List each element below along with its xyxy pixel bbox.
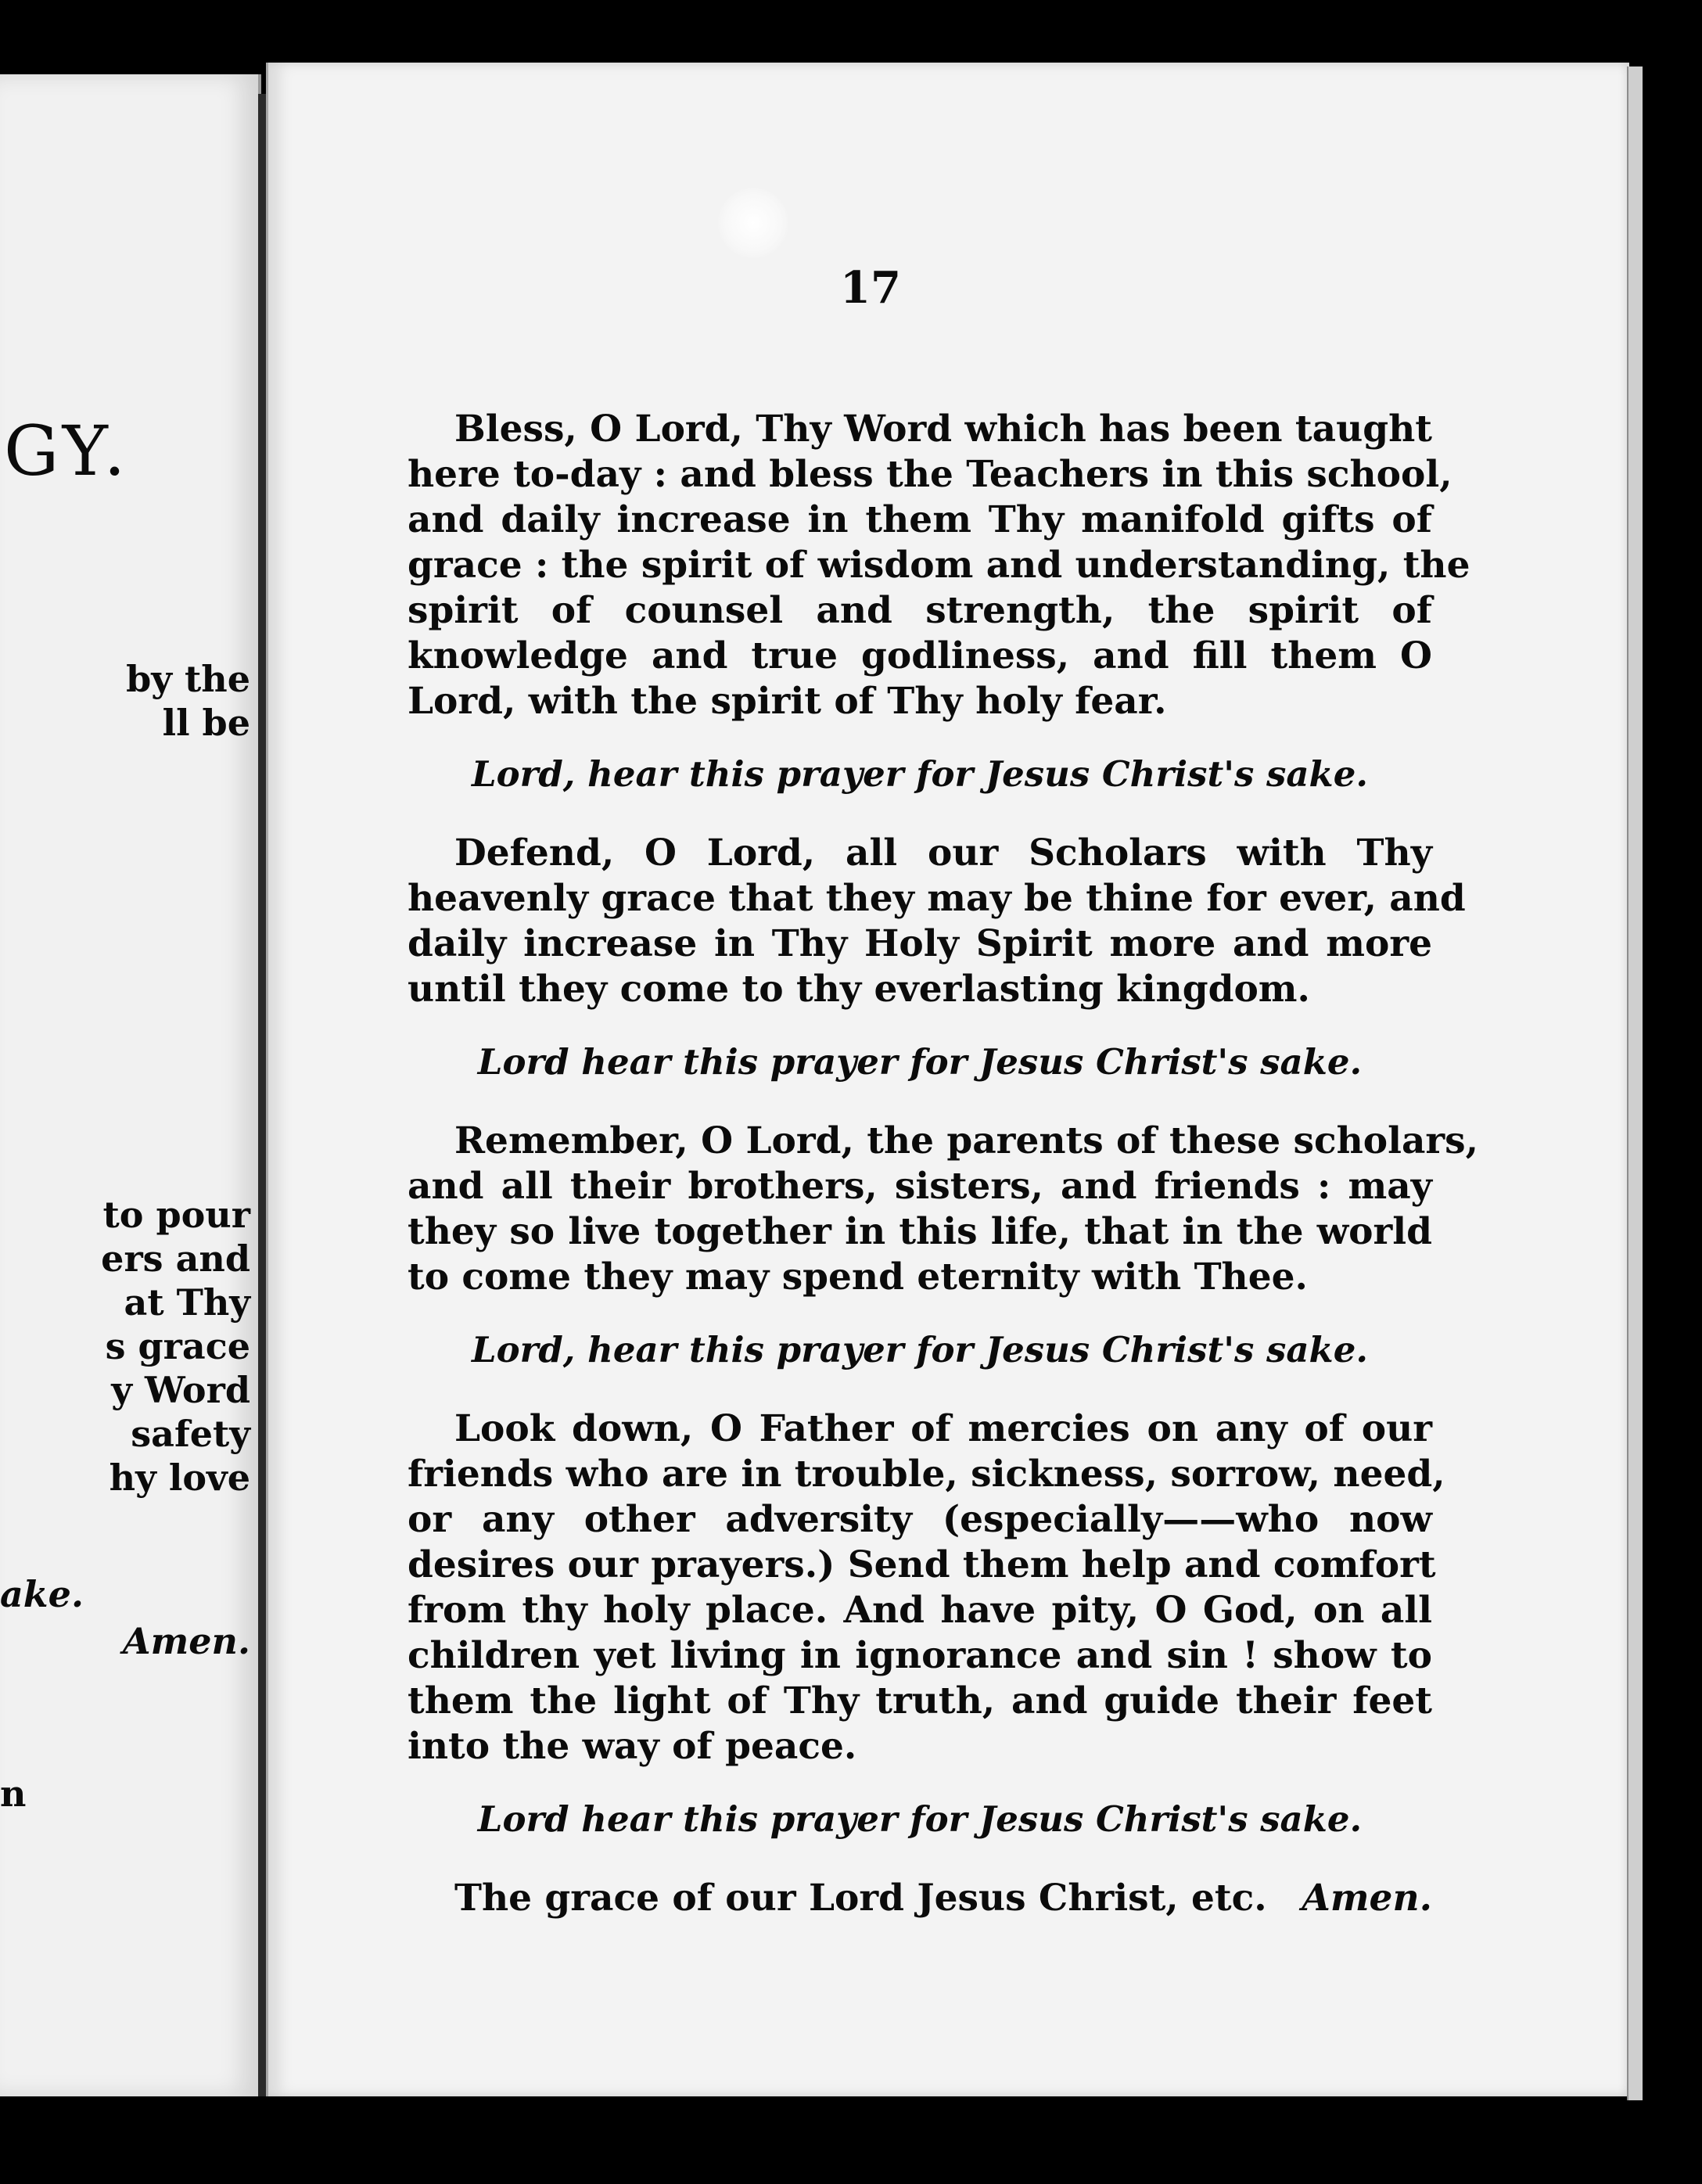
prayer-paragraph xyxy=(408,1119,1478,1300)
prayer-paragraph xyxy=(408,831,1466,1012)
page-number: 17 xyxy=(840,262,901,314)
prayer-response: Lord hear this prayer for Jesus Christ's sake. xyxy=(477,1798,1363,1840)
left-line: hy love xyxy=(109,1457,250,1499)
page-edge xyxy=(1627,66,1643,2100)
left-italic-fragment: ake. xyxy=(0,1573,84,1615)
left-amen: Amen. xyxy=(122,1620,250,1662)
text-line: here to-day : and bless the Teachers in this school, xyxy=(408,453,1452,496)
text-line: grace : the spirit of wisdom and understanding, the xyxy=(408,544,1470,587)
text-line: knowledge and true godliness, and fill them O xyxy=(408,634,1432,677)
prayer-text xyxy=(408,407,1478,1921)
left-line: by the xyxy=(126,658,250,700)
left-line: safety xyxy=(131,1413,250,1455)
text-line: they so live together in this life, that in the world xyxy=(408,1210,1432,1253)
left-line: ll be xyxy=(162,702,250,744)
prayer-response: Lord, hear this prayer for Jesus Christ's sake. xyxy=(471,1329,1369,1370)
text-line: heavenly grace that they may be thine for ever, and xyxy=(408,877,1466,920)
text-line: into the way of peace. xyxy=(408,1725,857,1768)
left-page-title-fragment: GY. xyxy=(4,411,131,491)
prayer-response: Lord, hear this prayer for Jesus Christ's sake. xyxy=(471,753,1369,795)
text-line: children yet living in ignorance and sin ! show to xyxy=(408,1634,1432,1677)
prayer-response: Lord hear this prayer for Jesus Christ's sake. xyxy=(477,1041,1363,1083)
text-line: Lord, with the spirit of Thy holy fear. xyxy=(408,680,1167,723)
left-bottom-fragment: n xyxy=(0,1773,27,1815)
text-line: to come they may spend eternity with Thee. xyxy=(408,1255,1308,1299)
left-line: at Thy xyxy=(124,1281,250,1324)
text-line: Bless, O Lord, Thy Word which has been taught xyxy=(454,408,1432,451)
left-line: s grace xyxy=(105,1325,250,1367)
text-line: until they come to thy everlasting kingdom. xyxy=(408,968,1310,1011)
text-line: Look down, O Father of mercies on any of our xyxy=(454,1407,1432,1450)
text-line: or any other adversity (especially——who now xyxy=(408,1498,1432,1541)
left-page xyxy=(0,74,261,2096)
text-line: daily increase in Thy Holy Spirit more and more xyxy=(408,922,1432,965)
text-line: spirit of counsel and strength, the spirit of xyxy=(408,589,1432,632)
left-line: to pour xyxy=(102,1194,250,1236)
prayer-paragraph xyxy=(408,407,1470,724)
text-line: Defend, O Lord, all our Scholars with Thy xyxy=(454,832,1432,875)
text-line: them the light of Thy truth, and guide their feet xyxy=(408,1679,1432,1722)
prayer-paragraph xyxy=(408,1406,1445,1769)
text-line: and all their brothers, sisters, and friends : may xyxy=(408,1165,1432,1208)
text-line: from thy holy place. And have pity, O God, on all xyxy=(408,1589,1432,1632)
paper-blemish xyxy=(718,188,788,258)
text-line: friends who are in trouble, sickness, sorrow, need, xyxy=(408,1453,1445,1496)
right-page xyxy=(266,63,1629,2096)
text-line: Remember, O Lord, the parents of these scholars, xyxy=(454,1119,1478,1162)
closing-text: The grace of our Lord Jesus Christ, etc. xyxy=(454,1877,1267,1920)
closing-line xyxy=(408,1876,1432,1921)
text-line: and daily increase in them Thy manifold gifts of xyxy=(408,498,1432,541)
closing-amen: Amen. xyxy=(1302,1877,1432,1920)
left-line: y Word xyxy=(111,1369,250,1411)
text-line: desires our prayers.) Send them help and comfort xyxy=(408,1543,1436,1586)
left-line: ers and xyxy=(101,1237,250,1280)
